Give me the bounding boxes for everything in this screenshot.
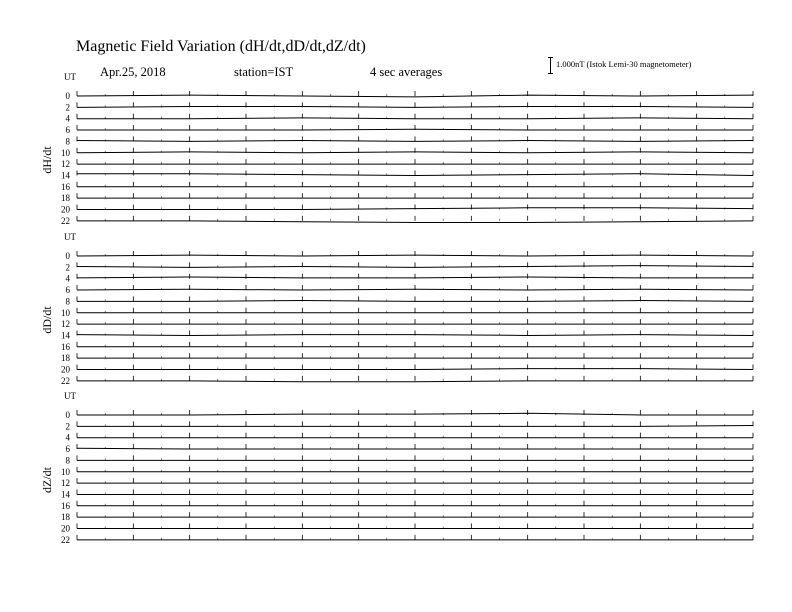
panel-ylabel: dD/dt <box>40 306 54 334</box>
hour-label: 6 <box>65 285 70 296</box>
hour-label: 8 <box>65 136 70 147</box>
hour-label: 0 <box>65 91 70 101</box>
hour-label: 18 <box>61 512 70 523</box>
hour-label: 10 <box>61 466 70 477</box>
trace-dH/dt-ut22 <box>77 221 753 223</box>
trace-dD/dt-ut22 <box>77 381 753 382</box>
hour-label: 10 <box>61 147 70 158</box>
averaging-label: 4 sec averages <box>370 65 443 79</box>
hour-label: 10 <box>61 307 70 318</box>
hour-label: 14 <box>61 170 70 181</box>
hour-label: 0 <box>65 410 70 420</box>
hour-label: 6 <box>65 125 70 136</box>
date-label: Apr.25, 2018 <box>100 65 166 79</box>
station-label: station=IST <box>234 65 294 79</box>
panel-2 <box>40 391 753 545</box>
ut-label: UT <box>64 72 76 82</box>
chart-title: Magnetic Field Variation (dH/dt,dD/dt,dZ/dt) <box>76 38 366 55</box>
hour-label: 4 <box>65 113 70 124</box>
panel-ylabel: dH/dt <box>40 146 54 174</box>
hour-label: 16 <box>61 341 70 352</box>
hour-label: 12 <box>61 319 70 330</box>
hour-label: 18 <box>61 193 70 204</box>
hour-label: 16 <box>61 181 70 192</box>
hour-label: 20 <box>61 523 70 534</box>
scale-label: 1.000nT (Istok Lemi-30 magnetometer) <box>556 59 692 69</box>
hour-label: 22 <box>61 375 70 386</box>
hour-label: 12 <box>61 478 70 489</box>
hour-label: 16 <box>61 500 70 511</box>
hour-label: 2 <box>65 102 70 113</box>
ut-label: UT <box>64 232 76 242</box>
panel-0 <box>40 72 753 226</box>
hour-label: 0 <box>65 251 70 261</box>
hour-label: 12 <box>61 159 70 170</box>
hour-label: 4 <box>65 432 70 443</box>
hour-label: 18 <box>61 353 70 364</box>
hour-label: 22 <box>61 534 70 545</box>
hour-label: 8 <box>65 455 70 466</box>
hour-label: 14 <box>61 330 70 341</box>
hour-label: 6 <box>65 444 70 455</box>
hour-label: 2 <box>65 262 70 273</box>
panel-1 <box>40 232 753 386</box>
hour-label: 22 <box>61 215 70 226</box>
hour-label: 2 <box>65 421 70 432</box>
hour-label: 20 <box>61 364 70 375</box>
hour-label: 8 <box>65 296 70 307</box>
hour-label: 20 <box>61 204 70 215</box>
hour-label: 14 <box>61 489 70 500</box>
hour-label: 4 <box>65 273 70 284</box>
ut-label: UT <box>64 391 76 401</box>
panel-ylabel: dZ/dt <box>40 467 54 493</box>
